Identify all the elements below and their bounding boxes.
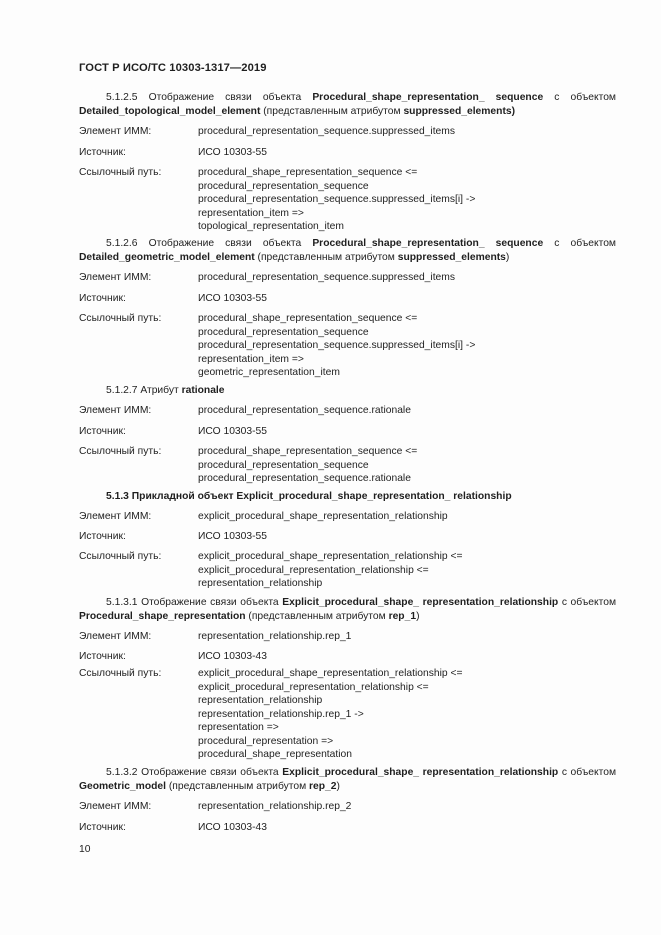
entity-name: suppressed_elements [397, 252, 506, 263]
mapping-value [198, 510, 448, 524]
entity-name: Detailed_topological_model_element [79, 106, 261, 117]
mapping-value-line: topological_representation_item [198, 221, 344, 232]
paragraph-text: ) [416, 611, 420, 622]
mapping-value [198, 146, 267, 160]
mapping-label: Ссылочный путь: [79, 551, 162, 562]
section-paragraph [79, 766, 616, 794]
entity-name: rationale [181, 385, 225, 396]
mapping-value [198, 271, 455, 285]
mapping-label: Источник: [79, 822, 126, 833]
mapping-value-line: explicit_procedural_representation_relationship <= [198, 681, 429, 693]
mapping-value-line: procedural_representation_sequence.suppressed_items [198, 126, 456, 137]
mapping-label: Элемент ИММ: [79, 511, 152, 522]
entity-name: Explicit_procedural_shape_ representation_relationship [282, 767, 559, 778]
mapping-value-line: ИСО 10303-55 [198, 293, 267, 304]
mapping-value-line: representation_relationship.rep_1 [198, 631, 352, 642]
entity-name: Procedural_shape_representation_ sequence [312, 238, 544, 249]
mapping-value [198, 800, 351, 814]
mapping-value-line: ИСО 10303-55 [198, 426, 267, 437]
section-paragraph [79, 91, 616, 119]
mapping-value [198, 630, 351, 644]
mapping-value [198, 404, 411, 418]
mapping-value-line: procedural_shape_representation_sequence <= [198, 446, 418, 457]
mapping-value [198, 425, 267, 439]
paragraph-text: с объектом [558, 767, 617, 778]
mapping-value-line: representation_item => [198, 207, 304, 219]
paragraph-text: (представленным атрибутом [254, 252, 398, 263]
mapping-value-line: representation => [198, 722, 279, 733]
mapping-value-line: representation_item => [198, 353, 304, 365]
entity-name: rep_1 [388, 611, 417, 622]
mapping-label: Источник: [79, 531, 126, 542]
paragraph-text: ) [336, 781, 340, 792]
entity-name: suppressed_elements) [403, 106, 516, 117]
section-paragraph [79, 596, 616, 624]
paragraph-text: с объектом [558, 597, 617, 608]
mapping-value [198, 292, 267, 306]
entity-name: Explicit_procedural_shape_ representation_relationship [282, 597, 559, 608]
mapping-value [198, 550, 462, 591]
mapping-value-line: procedural_shape_representation [198, 749, 352, 760]
paragraph-text: с объектом [543, 92, 617, 103]
paragraph-text: 5.1.3.2 Отображение связи объекта [106, 767, 283, 778]
entity-name: Procedural_shape_representation [79, 611, 246, 622]
mapping-label: Источник: [79, 147, 126, 158]
mapping-value-line: ИСО 10303-43 [198, 822, 267, 833]
mapping-label: Ссылочный путь: [79, 446, 162, 457]
mapping-value-line: ИСО 10303-55 [198, 147, 267, 158]
mapping-label: Источник: [79, 293, 126, 304]
mapping-value-line: explicit_procedural_shape_representation_relationship <= [198, 551, 463, 562]
mapping-value [198, 445, 417, 486]
mapping-value [198, 650, 267, 664]
mapping-value [198, 125, 455, 139]
entity-name: 5.1.3 Прикладной объект Explicit_procedural_shape_representation_ relationship [106, 491, 512, 502]
mapping-label: Элемент ИММ: [79, 405, 152, 416]
mapping-label: Элемент ИММ: [79, 631, 152, 642]
mapping-value-line: ИСО 10303-43 [198, 651, 267, 662]
entity-name: Procedural_shape_representation_ sequence [312, 92, 544, 103]
mapping-value-line: explicit_procedural_shape_representation_relationship [198, 511, 448, 522]
mapping-value [198, 312, 475, 380]
mapping-value-line: procedural_representation_sequence.suppressed_items [198, 272, 456, 283]
paragraph-text: (представленным атрибутом [260, 106, 404, 117]
section-paragraph [79, 490, 616, 504]
entity-name: rep_2 [309, 781, 337, 792]
mapping-label: Источник: [79, 426, 126, 437]
mapping-value [198, 530, 267, 544]
mapping-label: Источник: [79, 651, 126, 662]
paragraph-text: (представленным атрибутом [245, 611, 389, 622]
section-paragraph [79, 237, 616, 265]
mapping-value-line: procedural_representation => [198, 735, 334, 747]
mapping-value [198, 166, 475, 234]
mapping-value-line: explicit_procedural_shape_representation_relationship <= [198, 668, 463, 679]
section-paragraph [79, 384, 616, 398]
paragraph-text: 5.1.2.6 Отображение связи объекта [106, 238, 313, 249]
paragraph-text: 5.1.2.5 Отображение связи объекта [106, 92, 313, 103]
mapping-value-line: procedural_representation_sequence.rationale [198, 473, 411, 484]
mapping-label: Элемент ИММ: [79, 272, 152, 283]
paragraph-text: 5.1.3.1 Отображение связи объекта [106, 597, 283, 608]
paragraph-text: с объектом [543, 238, 617, 249]
mapping-value-line: procedural_representation_sequence [198, 326, 369, 338]
entity-name: Geometric_model [79, 781, 166, 792]
mapping-value-line: representation_relationship [198, 695, 323, 706]
mapping-value-line: geometric_representation_item [198, 367, 340, 378]
paragraph-text: (представленным атрибутом [165, 781, 310, 792]
mapping-value-line: procedural_representation_sequence [198, 459, 369, 471]
mapping-label: Элемент ИММ: [79, 126, 152, 137]
paragraph-text: 5.1.2.7 Атрибут [106, 385, 182, 396]
mapping-value-line: procedural_shape_representation_sequence <= [198, 167, 418, 178]
mapping-label: Элемент ИММ: [79, 801, 152, 812]
mapping-label: Ссылочный путь: [79, 668, 162, 679]
mapping-value-line: ИСО 10303-55 [198, 531, 267, 542]
document-header: ГОСТ Р ИСО/ТС 10303-1317—2019 [79, 62, 267, 74]
mapping-value-line: representation_relationship.rep_2 [198, 801, 352, 812]
page-number: 10 [79, 844, 91, 855]
mapping-label: Ссылочный путь: [79, 167, 162, 178]
paragraph-text: ) [505, 252, 510, 263]
mapping-value-line: procedural_representation_sequence [198, 180, 369, 192]
mapping-value-line: procedural_shape_representation_sequence <= [198, 313, 418, 324]
mapping-value [198, 667, 462, 762]
mapping-value-line: representation_relationship.rep_1 -> [198, 708, 364, 720]
mapping-value-line: explicit_procedural_representation_relationship <= [198, 564, 429, 576]
mapping-label: Ссылочный путь: [79, 313, 162, 324]
mapping-value-line: procedural_representation_sequence.suppressed_items[i] -> [198, 194, 476, 205]
entity-name: Detailed_geometric_model_element [79, 252, 255, 263]
mapping-value-line: procedural_representation_sequence.rationale [198, 405, 411, 416]
mapping-value [198, 821, 267, 835]
mapping-value-line: procedural_representation_sequence.suppressed_items[i] -> [198, 340, 476, 351]
mapping-value-line: representation_relationship [198, 578, 323, 589]
